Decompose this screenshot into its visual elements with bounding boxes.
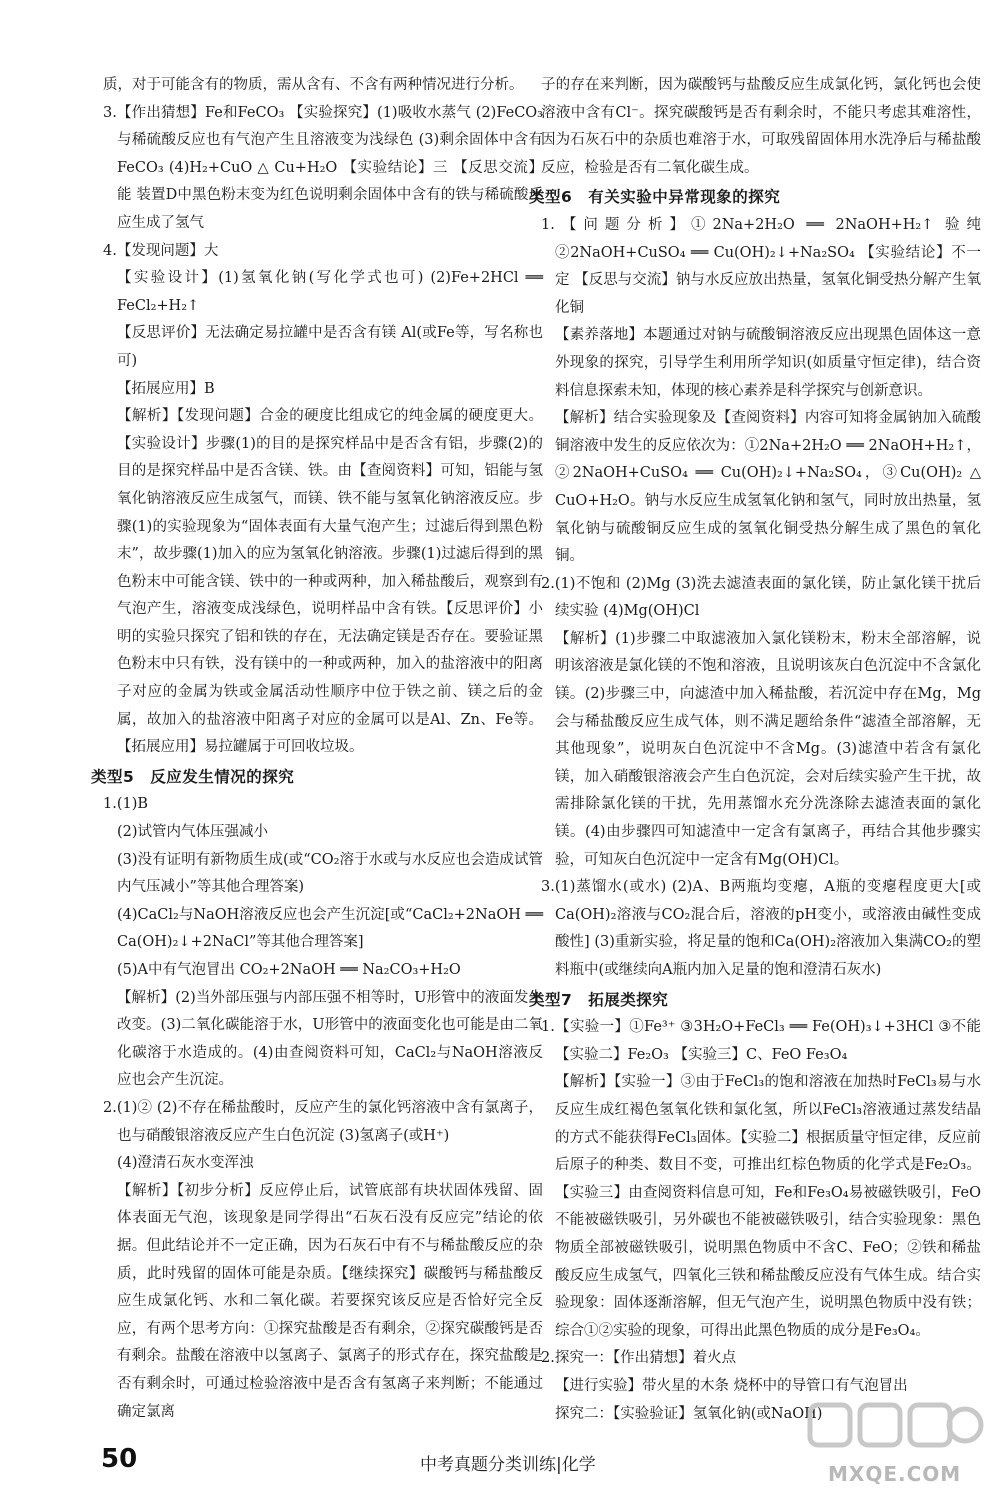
answer-paragraph: (3)没有证明有新物质生成(或“CO₂溶于水或与水反应也会造成试管内气压减小”等其他合理答案) <box>117 851 543 896</box>
answer-paragraph: 【素养落地】本题通过对钠与硫酸铜溶液反应出现黑色固体这一意外现象的探究，引导学生利用所学知识(如质量守恒定律)，结合资料信息探索未知，体现的核心素养是科学探究与创新意识。 <box>555 327 981 399</box>
answer-paragraph: 【解析】【发现问题】合金的硬度比组成它的纯金属的硬度更大。【实验设计】步骤(1)的目的是探究样品中是否含有铝，步骤(2)的目的是探究样品中是否含镁、铁。由【查阅资料】可知，铝能与氢氧化钠溶液反应生成氢气，而镁、铁不能与氢氧化钠溶液反应。步骤(1)的实验现象为“固体表面有大量气泡产生；过滤后得到黑色粉末”，故步骤(1)加入的应为氢氧化钠溶液。步骤(1)过滤后得到的黑色粉末中可能含镁、铁中的一种或两种，加入稀盐酸后，观察到有气泡产生，溶液变成浅绿色，说明样品中含有铁。【反思评价】小明的实验只探究了铝和铁的存在，无法确定镁是否存在。要验证黑色粉末中只有铁，没有镁中的一种或两种，加入的盐溶液中的阳离子对应的金属为铁或金属活动性顺序中位于铁之前、镁之后的金属，故加入的盐溶液中阳离子对应的金属可以是Al、Zn、Fe等。【拓展应用】易拉罐属于可回收垃圾。 <box>117 408 543 756</box>
answer-paragraph: (2)试管内气体压强减小 <box>117 824 269 841</box>
answer-paragraph: (4)澄清石灰水变浑浊 <box>117 1155 254 1172</box>
answer-paragraph: 【解析】(2)当外部压强与内部压强不相等时，U形管中的液面发生改变。(3)二氧化碳能溶于水，U形管中的液面变化也可能是由二氧化碳溶于水造成的。(4)由查阅资料可知，CaCl₂与NaOH溶液反应也会产生沉淀。 <box>117 989 543 1089</box>
answer-paragraph: 【拓展应用】B <box>117 380 215 397</box>
answer-paragraph: 质，对于可能含有的物质，需从含有、不含有两种情况进行分析。 <box>103 77 524 93</box>
answer-paragraph: 4.【发现问题】大 <box>103 242 219 259</box>
answer-paragraph: 探究二：【实验验证】氢氧化钠(或NaOH) <box>555 1405 823 1422</box>
page-number: 50 <box>101 1444 138 1474</box>
answer-paragraph: 【解析】(1)步骤二中取滤液加入氯化镁粉末，粉末全部溶解，说明该溶液是氯化镁的不饱和溶液，且说明该灰白色沉淀中不含氯化镁。(2)步骤三中，向滤渣中加入稀盐酸，若沉淀中存在Mg，Mg会与稀盐酸反应生成气体，则不满足题给条件“滤渣全部溶解，无其他现象”，说明灰白色沉淀中不含Mg。(3)滤渣中若含有氯化镁，加入硝酸银溶液会产生白色沉淀，会对后续实验产生干扰，故需排除氯化镁的干扰，先用蒸馏水充分洗涤除去滤渣表面的氯化镁。(4)由步骤四可知滤渣中一定含有氯离子，再结合其他步骤实验，可知灰白色沉淀中一定含有Mg(OH)Cl。 <box>555 630 981 868</box>
book-title: 中考真题分类训练|化学 <box>420 1455 596 1475</box>
section-heading: 类型7 拓展类探究 <box>529 990 669 1009</box>
answer-paragraph: 2.(1)不饱和 (2)Mg (3)洗去滤渣表面的氯化镁，防止氯化镁干扰后续实验 (4)Mg(OH)Cl <box>541 575 981 620</box>
answer-paragraph: (5)A中有气泡冒出 CO₂+2NaOH ══ Na₂CO₃+H₂O <box>117 962 461 978</box>
answer-paragraph: 子的存在来判断，因为碳酸钙与盐酸反应生成氯化钙，氯化钙也会使溶液中含有Cl⁻。探究碳酸钙是否有剩余时，不能只考虑其难溶性，因为石灰石中的杂质也难溶于水，可取残留固体用水洗净后与稀盐酸反应，检验是否有二氧化碳生成。 <box>541 77 981 176</box>
answer-paragraph: 2.(1)② (2)不存在稀盐酸时，反应产生的氯化钙溶液中含有氯离子，也与硝酸银溶液反应产生白色沉淀 (3)氢离子(或H⁺) <box>103 1099 543 1144</box>
answer-paragraph: 3.【作出猜想】Fe和FeCO₃ 【实验探究】(1)吸收水蒸气 (2)FeCO₃与稀硫酸反应也有气泡产生且溶液变为浅绿色 (3)剩余固体中含有FeCO₃ (4)H₂+CuO △ Cu+H₂O 【实验结论】三 【反思交流】能 装置D中黑色粉末变为红色说明剩余固体中含有的铁与稀硫酸反应生成了氢气 <box>103 104 543 231</box>
section-heading: 类型6 有关实验中异常现象的探究 <box>529 188 781 207</box>
answer-paragraph: 【进行实验】带火星的木条 烧杯中的导管口有气泡冒出 <box>555 1377 908 1394</box>
left-column <box>91 72 543 1426</box>
answer-paragraph: 1.【实验一】①Fe³⁺ ③3H₂O+FeCl₃ ══ Fe(OH)₃↓+3HCl ③不能 【实验二】Fe₂O₃ 【实验三】C、FeO Fe₃O₄ <box>541 1019 981 1063</box>
right-column <box>529 72 981 1428</box>
watermark-text: MXQE.COM <box>828 1462 962 1486</box>
answer-paragraph: 3.(1)蒸馏水(或水) (2)A、B两瓶均变瘪，A瓶的变瘪程度更大[或Ca(OH)₂溶液与CO₂混合后，溶液的pH变小，或溶液由碱性变成酸性] (3)重新实验，将足量的饱和Ca(OH)₂溶液加入集满CO₂的塑料瓶中(或继续向A瓶内加入足量的饱和澄清石灰水) <box>541 879 981 978</box>
answer-paragraph: 1.(1)B <box>103 796 149 813</box>
answer-paragraph: 【解析】【实验一】③由于FeCl₃的饱和溶液在加热时FeCl₃易与水反应生成红褐色氢氧化铁和氯化氢，所以FeCl₃溶液通过蒸发结晶的方式不能获得FeCl₃固体。【实验二】根据质量守恒定律，反应前后原子的种类、数目不变，可推出红棕色物质的化学式是Fe₂O₃。【实验三】由查阅资料信息可知，Fe和Fe₃O₄易被磁铁吸引，FeO不能被磁铁吸引，另外碳也不能被磁铁吸引，结合实验现象：黑色物质全部被磁铁吸引，说明黑色物质中不含C、FeO；②铁和稀盐酸反应生成氢气，四氧化三铁和稀盐酸反应没有气体生成。结合实验现象：固体逐渐溶解，但无气泡产生，说明黑色物质中没有铁；综合①②实验的现象，可得出此黑色物质的成分是Fe₃O₄。 <box>555 1074 981 1339</box>
section-heading: 类型5 反应发生情况的探究 <box>91 767 295 786</box>
answer-paragraph: 1.【问题分析】①2Na+2H₂O ══ 2NaOH+H₂↑ 验纯 ②2NaOH+CuSO₄ ══ Cu(OH)₂↓+Na₂SO₄ 【实验结论】不一定 【反思与交流】钠与水反应放出热量，氢氧化铜受热分解产生氧化铜 <box>541 216 981 316</box>
answer-paragraph: (4)CaCl₂与NaOH溶液反应也会产生沉淀[或“CaCl₂+2NaOH ══ Ca(OH)₂↓+2NaCl”等其他合理答案] <box>117 906 543 951</box>
answer-paragraph: 【解析】结合实验现象及【查阅资料】内容可知将金属钠加入硫酸铜溶液中发生的反应依次为：①2Na+2H₂O ══ 2NaOH+H₂↑，②2NaOH+CuSO₄ ══ Cu(OH)₂↓+Na₂SO₄，③Cu(OH)₂ △ CuO+H₂O。钠与水反应生成氢氧化钠和氢气，同时放出热量，氢氧化钠与硫酸铜反应生成的氢氧化铜受热分解生成了黑色的氧化铜。 <box>555 410 981 565</box>
answer-paragraph: 2.探究一：【作出猜想】着火点 <box>541 1350 737 1367</box>
answer-paragraph: 【解析】【初步分析】反应停止后，试管底部有块状固体残留、固体表面无气泡，该现象是同学得出“石灰石没有反应完”结论的依据。但此结论并不一定正确，因为石灰石中有不与稀盐酸反应的杂质，此时残留的固体可能是杂质。【继续探究】碳酸钙与稀盐酸反应生成氯化钙、水和二氧化碳。若要探究该反应是否恰好完全反应，有两个思考方向：①探究盐酸是否有剩余，②探究碳酸钙是否有剩余。盐酸在溶液中以氢离子、氯离子的形式存在，探究盐酸是否有剩余时，可通过检验溶液中是否含有氢离子来判断；不能通过确定氯离 <box>117 1182 543 1420</box>
answer-paragraph: 【反思评价】无法确定易拉罐中是否含有镁 Al(或Fe等，写名称也可) <box>117 325 543 369</box>
answer-paragraph: 【实验设计】(1)氢氧化钠(写化学式也可) (2)Fe+2HCl ══ FeCl₂+H₂↑ <box>117 270 543 314</box>
